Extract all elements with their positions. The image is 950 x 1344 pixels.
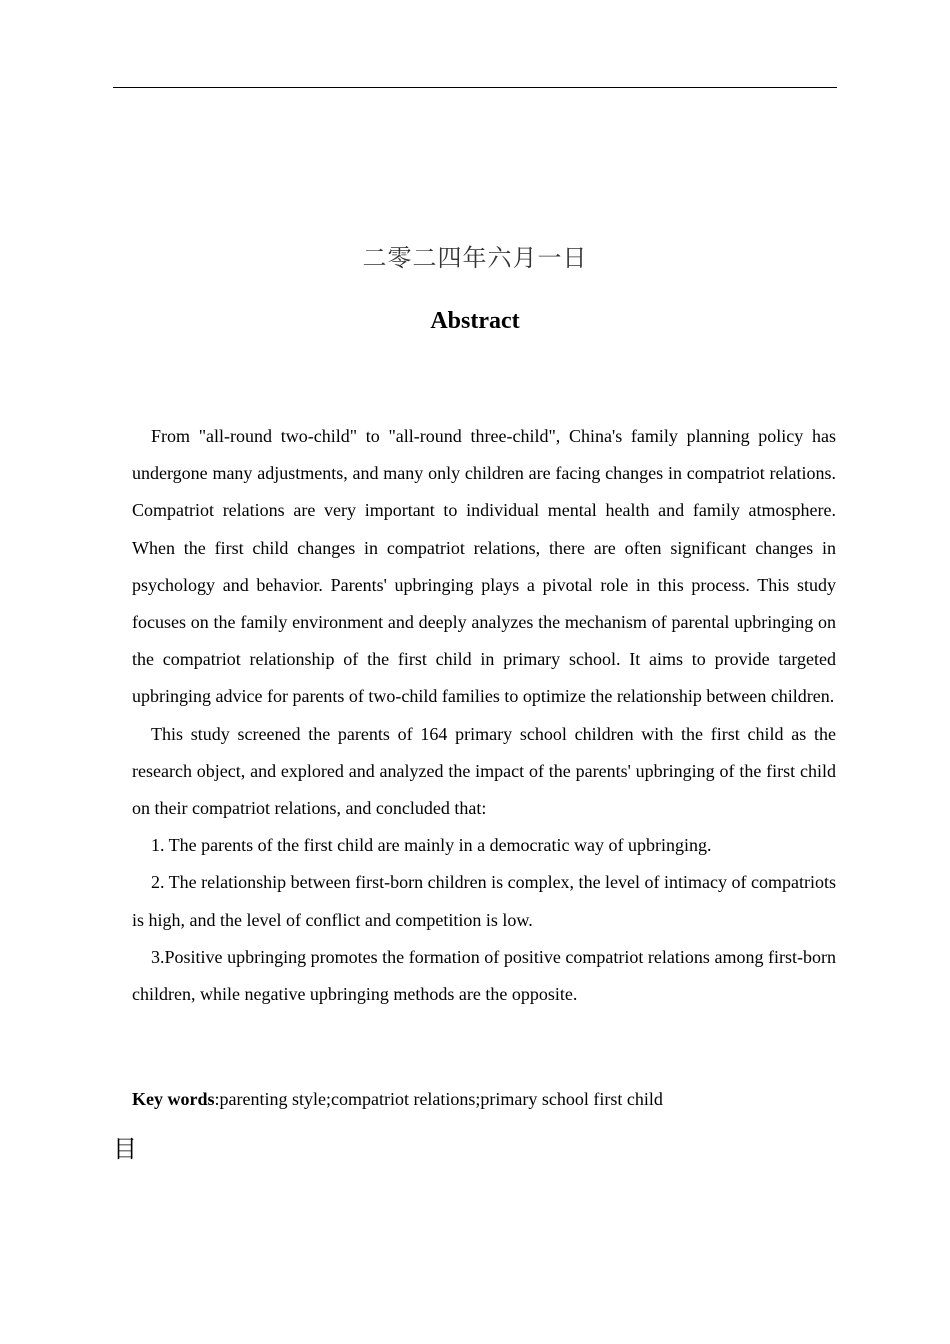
keywords-label: Key words xyxy=(132,1089,215,1109)
keywords-text: :parenting style;compatriot relations;primary school first child xyxy=(214,1089,663,1109)
abstract-conclusion-2: 2. The relationship between first-born children is complex, the level of intimacy of compatriots is high, and the level of conflict and competition is low. xyxy=(132,872,836,930)
abstract-body xyxy=(132,418,836,1013)
date-line: 二零二四年六月一日 xyxy=(362,244,588,272)
header-rule xyxy=(113,87,837,88)
keywords-line xyxy=(132,1083,836,1115)
abstract-title: Abstract xyxy=(430,308,520,334)
abstract-paragraph-2: This study screened the parents of 164 primary school children with the first child as the research object, and explored and analyzed the impact of the parents' upbringing of the first child on their compatriot relations, and concluded that: xyxy=(132,723,836,819)
toc-heading: 目 xyxy=(113,1135,137,1163)
abstract-conclusion-1: 1. The parents of the first child are mainly in a democratic way of upbringing. xyxy=(151,835,712,856)
abstract-paragraph-1: From "all-round two-child" to "all-round three-child", China's family planning policy has undergone many adjustments, and many only children are facing changes in compatriot relations. Compatriot relations are very important to individual mental health and family atmosphere. When the first child changes in compatriot relations, there are often significant changes in psychology and behavior. Parents' upbringing plays a pivotal role in this process. This study focuses on the family environment and deeply analyzes the mechanism of parental upbringing on the compatriot relationship of the first child in primary school. It aims to provide targeted upbringing advice for parents of two-child families to optimize the relationship between children. xyxy=(132,426,836,707)
abstract-conclusion-3: 3.Positive upbringing promotes the formation of positive compatriot relations among first-born children, while negative upbringing methods are the opposite. xyxy=(132,946,836,1005)
